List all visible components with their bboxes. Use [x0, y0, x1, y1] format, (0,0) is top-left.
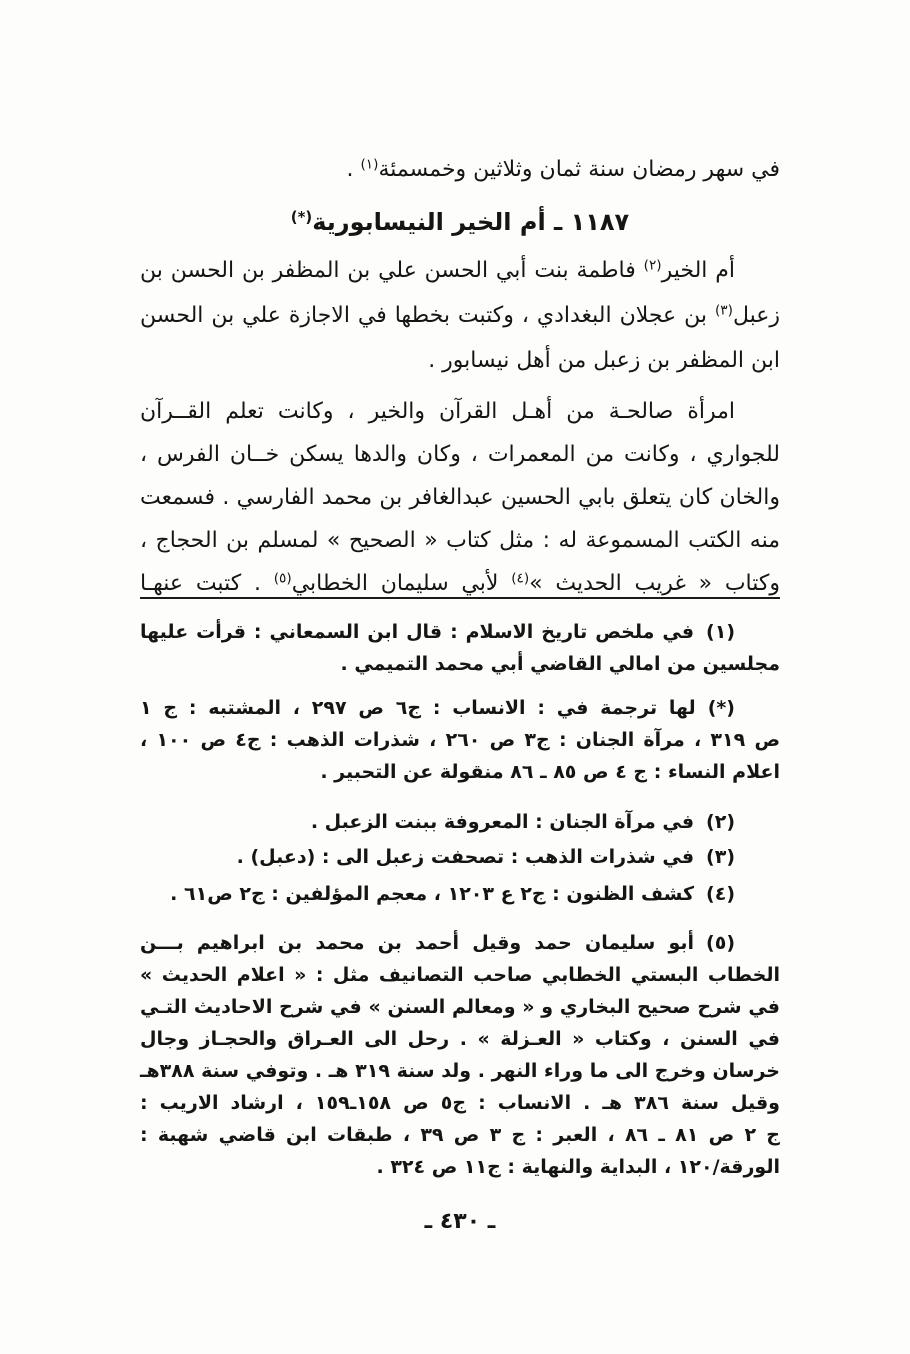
footnote-separator: [140, 597, 780, 599]
footnote-line: [140, 1087, 780, 1119]
footnote-marker: (٣): [706, 846, 735, 868]
footnote-line: [140, 1023, 780, 1055]
footnote-text: في السنن ، وكتاب « العـزلة » . رحل الى العـراق والحجـاز وجال: [140, 1028, 780, 1050]
paragraph-text: ابن المظفر بن زعبل من أهل نيسابور .: [428, 348, 780, 373]
footnote-2: [140, 806, 780, 838]
paragraph-text: زعبل: [732, 303, 780, 328]
paragraph-text: لأبي سليمان الخطابي: [291, 571, 512, 596]
paragraph-text: منه الكتب المسموعة له : مثل كتاب « الصحيح » لمسلم بن الحجاج ،: [140, 528, 780, 553]
footnote-1: [140, 616, 780, 680]
paragraph-text: بن عجلان البغدادي ، وكتبت بخطها في الاجازة علي بن الحسن: [140, 303, 715, 328]
footnote-text: اعلام النساء : ج ٤ ص ٨٥ ـ ٨٦ منقولة عن التحبير .: [320, 761, 780, 783]
paragraph-2-line: [140, 476, 780, 519]
footnote-text: وقيل سنة ٣٨٦ هـ . الانساب : ج٥ ص ١٥٨ـ١٥٩ ، ارشاد الاريب :: [140, 1092, 780, 1114]
paragraph-1: [140, 248, 780, 383]
footnote-line: [140, 648, 780, 680]
footnote-text: ص ٣١٩ ، مرآة الجنان : ج٣ ص ٢٦٠ ، شذرات الذهب : ج٤ ص ١٠٠ ،: [140, 729, 780, 751]
entry-heading: [140, 200, 780, 244]
paragraph-text: . كتبت عنهـا: [140, 571, 274, 596]
footnote-line: [140, 959, 780, 991]
paragraph-text: والخان كان يتعلق بابي الحسين عبدالغافر بن محمد الفارسي . فسمعت: [140, 485, 780, 510]
footnote-marker: (*): [707, 697, 735, 719]
footnote-line: [140, 841, 780, 873]
paragraph-2-line: [140, 433, 780, 476]
page-number: ـ ٤٣٠ ـ: [424, 1209, 496, 1234]
footnote-line: [140, 756, 780, 788]
footnote-text: في ملخص تاريخ الاسلام : قال ابن السمعاني : قرأت عليها: [140, 621, 695, 643]
footnote-text: في شذرات الذهب : تصحفت زعبل الى : (دعبل) .: [236, 846, 695, 868]
continuation-block: [140, 148, 780, 192]
paragraph-1-line: [140, 293, 780, 338]
footnote-text: مجلسين من امالي القاضي أبي محمد التميمي .: [340, 653, 780, 675]
footnote-3: [140, 841, 780, 873]
entry-heading-text: ١١٨٧ ـ أم الخير النيسابورية: [312, 208, 630, 236]
paragraph-text: امرأة صالحـة من أهـل القرآن والخير ، وكانت تعلم القــرآن: [140, 399, 735, 424]
paragraph-2-line: [140, 519, 780, 562]
paragraph-1-line: [140, 248, 780, 293]
continuation-text: في سهر رمضان سنة ثمان وثلاثين وخمسمئة: [378, 157, 780, 182]
footnote-ref: (٣): [714, 302, 733, 319]
footnote-line: [140, 692, 780, 724]
footnote-line: [140, 806, 780, 838]
paragraph-2: [140, 390, 780, 605]
footnote-text: الورقة/١٢٠ ، البداية والنهاية : ج١١ ص ٣٢٤ .: [376, 1156, 780, 1178]
continuation-text-end: .: [346, 157, 361, 182]
footnote-ref: (٢): [643, 257, 662, 274]
paragraph-1-line: [140, 338, 780, 383]
footnote-text: في شرح صحيح البخاري و « ومعالم السنن » في شرح الاحاديث التـي: [140, 996, 780, 1018]
entry-heading-block: [140, 200, 780, 244]
footnote-4: [140, 878, 780, 910]
paragraph-text: للجواري ، وكانت من المعمرات ، وكان والدها يسكن خــان الفرس ،: [140, 442, 780, 467]
footnote-text: أبو سليمان حمد وقيل أحمد بن محمد بن ابراهيم بـــن: [140, 932, 695, 954]
paragraph-text: أم الخير: [661, 258, 735, 283]
footnote-line: [140, 991, 780, 1023]
continuation-line: [140, 148, 780, 192]
footnote-text: الخطاب البستي الخطابي صاحب التصانيف مثل : « اعلام الحديث »: [140, 964, 780, 986]
footnote-marker: (٢): [706, 811, 735, 833]
footnote-line: [140, 1055, 780, 1087]
footnote-ref: (١): [360, 156, 379, 173]
footnote-line: [140, 927, 780, 959]
paragraph-2-line: [140, 390, 780, 433]
footnote-text: لها ترجمة في : الانساب : ج٦ ص ٢٩٧ ، المشتبه : ج ١: [140, 697, 696, 719]
footnote-line: [140, 1119, 780, 1151]
paragraph-text: فاطمة بنت أبي الحسن علي بن المظفر بن الحسن بن: [140, 258, 644, 283]
footnote-ref: (*): [290, 207, 313, 226]
footnote-text: كشف الظنون : ج٢ ع ١٢٠٣ ، معجم المؤلفين : ج٢ ص٦١ .: [170, 883, 695, 905]
footnote-line: [140, 616, 780, 648]
footnote-line: [140, 724, 780, 756]
footnote-ref: (٤): [511, 570, 530, 587]
footnote-text: ج ٢ ص ٨١ ـ ٨٦ ، العبر : ج ٣ ص ٣٩ ، طبقات ابن قاضي شهبة :: [140, 1124, 780, 1146]
footnote-marker: (٥): [706, 932, 735, 954]
footnote-ref: (٥): [273, 570, 292, 587]
footnote-marker: (١): [706, 621, 735, 643]
footnote-text: خرسان وخرج الى ما وراء النهر . ولد سنة ٣١٩ هـ . وتوفي سنة ٣٨٨هـ: [140, 1060, 780, 1082]
footnote-5: [140, 927, 780, 1183]
footnote-line: [140, 878, 780, 910]
footnote-line: [140, 1151, 780, 1183]
footnote-star: [140, 692, 780, 788]
footnote-marker: (٤): [706, 883, 735, 905]
footnote-text: في مرآة الجنان : المعروفة ببنت الزعبل .: [310, 811, 695, 833]
paragraph-text: وكتاب « غريب الحديث »: [529, 571, 780, 596]
